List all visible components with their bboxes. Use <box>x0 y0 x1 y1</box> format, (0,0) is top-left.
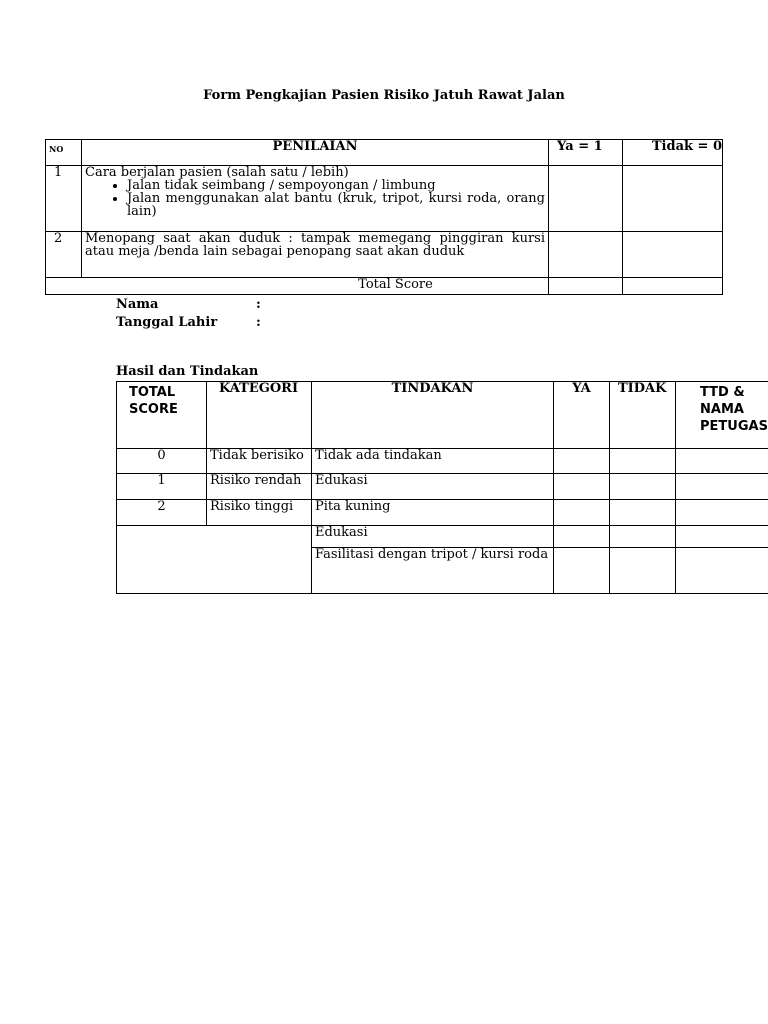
ya-cell[interactable] <box>554 474 610 500</box>
results-table <box>116 381 768 594</box>
tidak-cell[interactable] <box>610 548 676 594</box>
row-penilaian <box>82 166 549 232</box>
bullet-list <box>85 179 545 218</box>
results-row <box>117 474 768 500</box>
name-line <box>116 297 261 312</box>
header-no: NO <box>46 140 82 166</box>
tidak-cell[interactable] <box>610 500 676 526</box>
total-label: Total Score <box>46 278 549 295</box>
kategori-cell: Risiko rendah <box>207 474 312 500</box>
total-tidak-cell[interactable] <box>623 278 723 295</box>
results-heading: Hasil dan Tindakan <box>116 364 259 379</box>
ya-cell[interactable] <box>549 166 623 232</box>
header-tidak: TIDAK <box>610 382 676 449</box>
assessment-table <box>45 139 723 295</box>
ya-cell[interactable] <box>554 500 610 526</box>
tidak-cell[interactable] <box>623 232 723 278</box>
bullet-item: • Jalan tidak seimbang / sempoyongan / limbung <box>127 179 545 192</box>
total-row <box>46 278 723 295</box>
ttd-cell[interactable] <box>676 500 768 526</box>
bullet-item: • Jalan menggunakan alat bantu (kruk, tripot, kursi roda, orang lain) <box>127 192 545 218</box>
row-no: 2 <box>46 232 82 278</box>
header-kategori: KATEGORI <box>207 382 312 449</box>
row-no: 1 <box>46 166 82 232</box>
ttd-cell[interactable] <box>676 449 768 474</box>
results-row <box>117 526 768 548</box>
total-ya-cell[interactable] <box>549 278 623 295</box>
ya-cell[interactable] <box>549 232 623 278</box>
ya-cell[interactable] <box>554 548 610 594</box>
assessment-row <box>46 166 723 232</box>
assessment-row <box>46 232 723 278</box>
name-label: Nama <box>116 297 159 312</box>
ttd-cell[interactable] <box>676 526 768 548</box>
header-tindakan: TINDAKAN <box>312 382 554 449</box>
form-title: Form Pengkajian Pasien Risiko Jatuh Rawat Jalan <box>203 88 565 103</box>
kategori-cell: Tidak berisiko <box>207 449 312 474</box>
results-header-row <box>117 382 768 449</box>
tidak-cell[interactable] <box>610 449 676 474</box>
tindakan-cell: Edukasi <box>312 474 554 500</box>
score-cell: 0 <box>117 449 207 474</box>
tidak-cell[interactable] <box>610 526 676 548</box>
score-cell: 1 <box>117 474 207 500</box>
header-ya: Ya = 1 <box>549 140 623 166</box>
header-tidak: Tidak = 0 <box>623 140 723 166</box>
dob-label: Tanggal Lahir <box>116 315 218 330</box>
tindakan-cell: Pita kuning <box>312 500 554 526</box>
dob-separator: : <box>256 315 261 330</box>
ya-cell[interactable] <box>554 449 610 474</box>
tidak-cell[interactable] <box>610 474 676 500</box>
dob-line <box>116 315 261 330</box>
score-cell: 2 <box>117 500 207 526</box>
row-text: Cara berjalan pasien (salah satu / lebih) <box>85 165 349 180</box>
header-penilaian: PENILAIAN <box>82 140 549 166</box>
tindakan-cell: Tidak ada tindakan <box>312 449 554 474</box>
assessment-header-row <box>46 140 723 166</box>
tindakan-cell: Edukasi <box>312 526 554 548</box>
row-penilaian: Menopang saat akan duduk : tampak memegang pinggiran kursi atau meja /benda lain sebagai penopang saat akan duduk <box>82 232 549 278</box>
ya-cell[interactable] <box>554 526 610 548</box>
ttd-cell[interactable] <box>676 548 768 594</box>
kategori-cell: Risiko tinggi <box>207 500 312 526</box>
tindakan-cell: Fasilitasi dengan tripot / kursi roda <box>312 548 554 594</box>
header-total-score: TOTAL SCORE <box>117 382 207 449</box>
empty-merged-cell <box>117 526 312 594</box>
results-row <box>117 500 768 526</box>
tidak-cell[interactable] <box>623 166 723 232</box>
name-separator: : <box>256 297 261 312</box>
results-row <box>117 449 768 474</box>
ttd-cell[interactable] <box>676 474 768 500</box>
header-ya: YA <box>554 382 610 449</box>
header-ttd: TTD & NAMA PETUGAS <box>676 382 768 449</box>
